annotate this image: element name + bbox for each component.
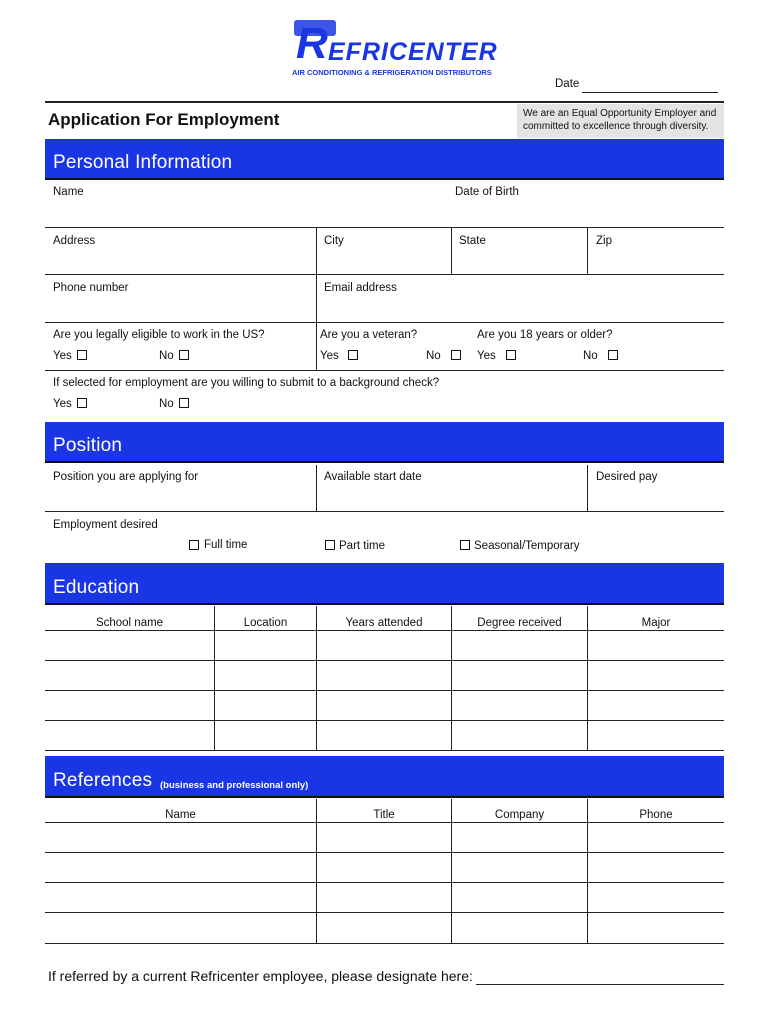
full-time-label: Full time bbox=[204, 539, 248, 551]
section-title-references: References bbox=[53, 770, 153, 791]
references-table bbox=[45, 799, 724, 944]
seasonal-checkbox[interactable] bbox=[460, 540, 470, 550]
header-divider bbox=[45, 101, 724, 103]
dob-field[interactable] bbox=[447, 182, 724, 227]
full-time-checkbox[interactable] bbox=[189, 540, 199, 550]
eeo-line-1: We are an Equal Opportunity Employer and bbox=[523, 108, 717, 119]
applying-for-field[interactable] bbox=[45, 465, 316, 511]
column-header: Location bbox=[243, 617, 288, 629]
age-question: Are you 18 years or older? bbox=[477, 329, 613, 341]
col-divider bbox=[316, 228, 317, 274]
background-check-question: If selected for employment are you willing to submit to a background check? bbox=[53, 377, 440, 389]
column-header: Company bbox=[494, 809, 545, 821]
veteran-no-label: No bbox=[426, 350, 441, 362]
seasonal-label: Seasonal/Temporary bbox=[474, 540, 580, 552]
veteran-yes-label: Yes bbox=[320, 350, 339, 362]
eligible-yes-label: Yes bbox=[53, 350, 72, 362]
row-divider bbox=[45, 943, 724, 944]
eeo-line-2: committed to excellence through diversity. bbox=[523, 121, 709, 132]
col-divider bbox=[587, 228, 588, 274]
table-row[interactable] bbox=[45, 883, 724, 912]
logo-tagline: AIR CONDITIONING & REFRIGERATION DISTRIBUTORS bbox=[292, 68, 492, 77]
eligible-question: Are you legally eligible to work in the US? bbox=[53, 329, 265, 341]
phone-label: Phone number bbox=[53, 282, 129, 294]
address-label: Address bbox=[53, 235, 96, 247]
part-time-checkbox[interactable] bbox=[325, 540, 335, 550]
email-field[interactable] bbox=[317, 275, 724, 322]
table-row[interactable] bbox=[45, 913, 724, 943]
address-field[interactable] bbox=[45, 228, 316, 274]
form-title: Application For Employment bbox=[48, 110, 280, 129]
referral-prompt: If referred by a current Refricenter employee, please designate here: bbox=[48, 968, 473, 984]
dob-label: Date of Birth bbox=[455, 186, 519, 198]
col-divider bbox=[587, 465, 588, 511]
desired-pay-label: Desired pay bbox=[596, 471, 658, 483]
start-date-label: Available start date bbox=[324, 471, 422, 483]
logo-initial: R bbox=[296, 19, 328, 68]
city-field[interactable] bbox=[317, 228, 451, 274]
column-header: School name bbox=[95, 617, 164, 629]
section-band-references bbox=[45, 756, 724, 798]
age-no-label: No bbox=[583, 350, 598, 362]
section-title-position: Position bbox=[53, 435, 123, 456]
col-divider bbox=[316, 465, 317, 511]
row-divider bbox=[45, 322, 724, 323]
start-date-field[interactable] bbox=[317, 465, 587, 511]
state-field[interactable] bbox=[452, 228, 587, 274]
col-divider bbox=[451, 228, 452, 274]
table-row[interactable] bbox=[45, 853, 724, 882]
part-time-label: Part time bbox=[339, 540, 386, 552]
column-header: Name bbox=[165, 809, 196, 821]
section-band-education bbox=[45, 563, 724, 605]
eligible-no-label: No bbox=[159, 350, 174, 362]
background-no-checkbox[interactable] bbox=[179, 398, 189, 408]
zip-label: Zip bbox=[596, 235, 612, 247]
table-row[interactable] bbox=[45, 661, 724, 690]
background-yes-checkbox[interactable] bbox=[77, 398, 87, 408]
age-no-checkbox[interactable] bbox=[608, 350, 618, 360]
applying-for-label: Position you are applying for bbox=[53, 471, 199, 483]
employment-desired-label: Employment desired bbox=[53, 519, 158, 531]
desired-pay-field[interactable] bbox=[588, 465, 724, 511]
background-yes-label: Yes bbox=[53, 398, 72, 410]
date-field-line[interactable] bbox=[582, 92, 718, 93]
email-label: Email address bbox=[324, 282, 397, 294]
name-label: Name bbox=[53, 186, 84, 198]
references-subtitle: (business and professional only) bbox=[160, 780, 309, 791]
column-header: Phone bbox=[639, 809, 673, 821]
row-divider bbox=[45, 511, 724, 512]
name-field[interactable] bbox=[45, 182, 445, 227]
veteran-no-checkbox[interactable] bbox=[451, 350, 461, 360]
col-divider bbox=[316, 275, 317, 322]
eligible-yes-checkbox[interactable] bbox=[77, 350, 87, 360]
section-band-personal bbox=[45, 139, 724, 180]
column-header: Years attended bbox=[345, 617, 423, 629]
row-divider bbox=[45, 370, 724, 371]
referral-field-line[interactable] bbox=[476, 984, 724, 985]
zip-field[interactable] bbox=[588, 228, 724, 274]
table-row[interactable] bbox=[45, 823, 724, 852]
table-row[interactable] bbox=[45, 691, 724, 720]
age-yes-checkbox[interactable] bbox=[506, 350, 516, 360]
col-divider bbox=[316, 323, 317, 370]
age-yes-label: Yes bbox=[477, 350, 496, 362]
table-row[interactable] bbox=[45, 721, 724, 750]
logo-wordmark: EFRICENTER bbox=[328, 38, 498, 66]
education-table bbox=[45, 606, 724, 751]
background-no-label: No bbox=[159, 398, 174, 410]
section-title-personal: Personal Information bbox=[53, 152, 233, 173]
section-title-education: Education bbox=[53, 577, 140, 598]
date-label: Date bbox=[555, 78, 580, 90]
section-band-position bbox=[45, 422, 724, 463]
row-divider bbox=[45, 750, 724, 751]
veteran-yes-checkbox[interactable] bbox=[348, 350, 358, 360]
eligible-no-checkbox[interactable] bbox=[179, 350, 189, 360]
table-row[interactable] bbox=[45, 631, 724, 660]
column-header: Title bbox=[373, 809, 395, 821]
state-label: State bbox=[459, 235, 486, 247]
phone-field[interactable] bbox=[45, 275, 316, 322]
column-header: Degree received bbox=[477, 617, 562, 629]
column-header: Major bbox=[641, 617, 671, 629]
city-label: City bbox=[324, 235, 344, 247]
veteran-question: Are you a veteran? bbox=[320, 329, 418, 341]
